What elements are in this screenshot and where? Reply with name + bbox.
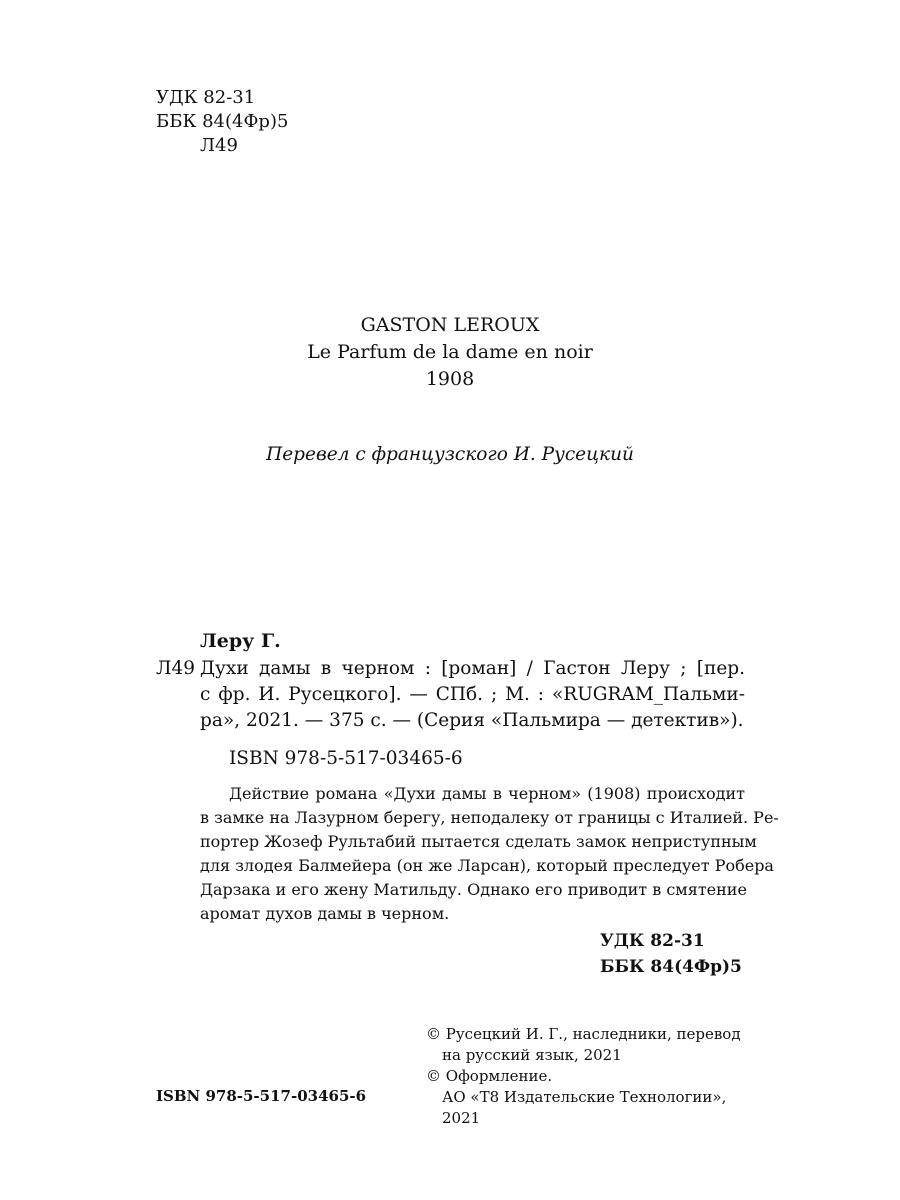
annotation-line: Действие романа «Духи дамы в черном» (1908) происходит	[229, 784, 745, 803]
original-year: 1908	[425, 368, 475, 390]
card-udk: УДК 82-31	[600, 931, 705, 951]
copyright-line: АО «Т8 Издательские Технологии», 2021	[442, 1088, 727, 1127]
annotation-line: Дарзака и его жену Матильду. Однако его приводит в смятение	[200, 880, 747, 899]
card-bbk: ББК 84(4Фр)5	[600, 957, 742, 977]
description-line: Духи дамы в черном : [роман] / Гастон Леру ; [пер.	[200, 658, 745, 679]
original-edition	[0, 312, 900, 393]
card-author-sign: Л49	[156, 658, 195, 679]
udk-code: УДК 82-31	[156, 87, 256, 108]
description-line: с фр. И. Русецкого]. — СПб. ; М. : «RUGRAM_Пальми-	[200, 684, 745, 705]
bbk-code: ББК 84(4Фр)5	[156, 111, 289, 132]
annotation-line: аромат духов дамы в черном.	[200, 904, 450, 923]
card-classification	[600, 928, 742, 980]
original-author: GASTON LEROUX	[360, 314, 540, 336]
description-line: ра», 2021. — 375 с. — (Серия «Пальмира — детектив»).	[200, 710, 744, 731]
original-title: Le Parfum de la dame en noir	[307, 341, 593, 363]
annotation-line: в замке на Лазурном берегу, неподалеку от границы с Италией. Ре-	[200, 808, 779, 827]
copyright-line: © Русецкий И. Г., наследники, перевод	[426, 1025, 741, 1043]
annotation-line: для злодея Балмейера (он же Ларсан), который преследует Робера	[200, 856, 774, 875]
annotation	[200, 782, 779, 926]
copyright-block	[426, 1024, 746, 1129]
isbn-bottom: ISBN 978-5-517-03465-6	[156, 1087, 367, 1105]
card-author-heading: Леру Г.	[200, 630, 281, 652]
copyright-line: © Оформление.	[426, 1067, 553, 1085]
card-isbn: ISBN 978-5-517-03465-6	[229, 748, 463, 769]
translator-credit: Перевел с французского И. Русецкий	[266, 444, 634, 465]
classification-block	[156, 86, 288, 158]
annotation-line: портер Жозеф Рультабий пытается сделать замок неприступным	[200, 832, 757, 851]
bibliographic-description	[200, 656, 745, 734]
author-sign: Л49	[200, 135, 238, 156]
copyright-line: на русский язык, 2021	[442, 1046, 622, 1064]
